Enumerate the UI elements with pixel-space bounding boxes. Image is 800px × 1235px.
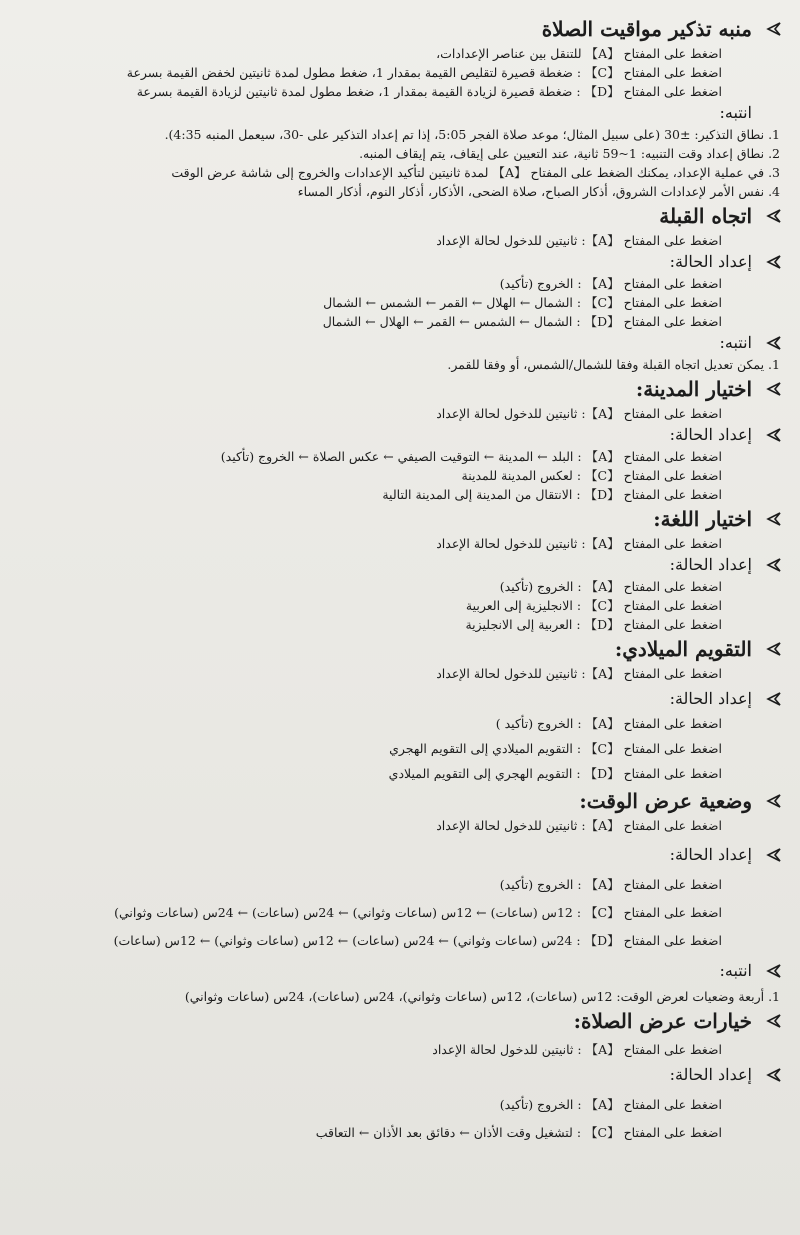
instruction-line: اضغط على المفتاح 【D】 : الانتقال من المدينة إلى المدينة التالية — [382, 487, 722, 502]
notice-heading: انتبه: — [719, 103, 752, 122]
instruction-line: اضغط على المفتاح 【C】 : 12س (ساعات) ← 12س (ساعات وثواني) ← 24س (ساعات) ← 24س (ساعات وثواني) — [114, 905, 722, 920]
note-line: 1. أربعة وضعيات لعرض الوقت: 12س (ساعات)، 12س (ساعات وثواني)، 24س (ساعات)، 24س (ساعات وثواني) — [184, 989, 780, 1004]
instruction-line: اضغط على المفتاح 【C】 : لتشغيل وقت الأذان ← دقائق بعد الأذان ← التعاقب — [315, 1125, 722, 1140]
instruction-line: اضغط على المفتاح 【D】 : 24س (ساعات وثواني) ← 24س (ساعات) ← 12س (ساعات وثواني) ← 12س (ساعات) — [113, 933, 722, 948]
note-line: 1. يمكن تعديل اتجاه القبلة وفقا للشمال/الشمس، أو وفقا للقمر. — [447, 357, 780, 372]
note-line: 4. نفس الأمر لإعدادات الشروق، أذكار الصباح، صلاة الضحى، الأذكار، أذكار النوم، أذكار المساء — [297, 184, 780, 199]
section-heading: وضعية عرض الوقت: — [24, 786, 786, 816]
instruction-line: اضغط على المفتاح 【A】 : البلد ← المدينة ← التوقيت الصيفي ← عكس الصلاة ← الخروج (تأكيد) — [220, 449, 722, 464]
arrowhead-bullet-icon — [766, 427, 782, 443]
section-heading: منبه تذكير مواقيت الصلاة — [24, 14, 786, 44]
enter-setup-line: اضغط على المفتاح 【A】: ثانيتين للدخول لحالة الإعداد — [436, 233, 722, 248]
instruction-line: اضغط على المفتاح 【A】 : الخروج (تأكيد ) — [495, 716, 722, 731]
note-line: 2. نطاق إعداد وقت التنبيه: 1~59 ثانية، عند التعيين على إيقاف، يتم إيقاف المنبه. — [359, 146, 780, 161]
instruction-line: اضغط على المفتاح 【A】 للتنقل بين عناصر الإعدادات، — [436, 46, 722, 61]
instruction-line: اضغط على المفتاح 【C】 : لعكس المدينة للمدينة — [461, 468, 722, 483]
instruction-line: اضغط على المفتاح 【A】 : الخروج (تأكيد) — [499, 877, 722, 892]
notice-heading: انتبه: — [24, 959, 786, 983]
arrowhead-bullet-icon — [766, 335, 782, 351]
arrowhead-bullet-icon — [766, 381, 782, 397]
enter-setup-line: اضغط على المفتاح 【A】: ثانيتين للدخول لحالة الإعداد — [436, 818, 722, 833]
enter-setup-line: اضغط على المفتاح 【A】 : ثانيتين للدخول لحالة الإعداد — [432, 1042, 722, 1057]
instruction-line: اضغط على المفتاح 【A】 : الخروج (تأكيد) — [499, 1097, 722, 1112]
arrowhead-bullet-icon — [766, 641, 782, 657]
arrowhead-bullet-icon — [766, 254, 782, 270]
instruction-line: اضغط على المفتاح 【D】 : التقويم الهجري إلى التقويم الميلادي — [388, 766, 722, 781]
setup-heading: إعداد الحالة: — [24, 250, 786, 274]
instruction-line: اضغط على المفتاح 【A】 : الخروج (تأكيد) — [499, 579, 722, 594]
arrowhead-bullet-icon — [766, 847, 782, 863]
instruction-line: اضغط على المفتاح 【C】 : الشمال ← الهلال ← القمر ← الشمس ← الشمال — [323, 295, 722, 310]
notice-heading: انتبه: — [24, 331, 786, 355]
setup-heading: إعداد الحالة: — [24, 553, 786, 577]
arrowhead-bullet-icon — [766, 1067, 782, 1083]
arrowhead-bullet-icon — [766, 1013, 782, 1029]
section-heading: اختيار اللغة: — [24, 504, 786, 534]
enter-setup-line: اضغط على المفتاح 【A】: ثانيتين للدخول لحالة الإعداد — [436, 666, 722, 681]
arrowhead-bullet-icon — [766, 511, 782, 527]
instruction-line: اضغط على المفتاح 【C】 : الانجليزية إلى العربية — [465, 598, 722, 613]
instruction-line: اضغط على المفتاح 【D】 : ضغطة قصيرة لزيادة القيمة بمقدار 1، ضغط مطول لمدة ثانيتين لزيادة القيمة بسرعة — [136, 84, 722, 99]
setup-heading: إعداد الحالة: — [24, 687, 786, 711]
instruction-line: اضغط على المفتاح 【A】 : الخروج (تأكيد) — [499, 276, 722, 291]
setup-heading: إعداد الحالة: — [24, 1063, 786, 1087]
section-heading: اختيار المدينة: — [24, 374, 786, 404]
note-line: 3. في عملية الإعداد، يمكنك الضغط على المفتاح 【A】 لمدة ثانيتين لتأكيد الإعدادات والخروج إلى شاشة عرض الوقت — [171, 165, 780, 180]
arrowhead-bullet-icon — [766, 691, 782, 707]
arrowhead-bullet-icon — [766, 208, 782, 224]
section-heading: خيارات عرض الصلاة: — [24, 1006, 786, 1036]
note-line: 1. نطاق التذكير: ±30 (على سبيل المثال؛ موعد صلاة الفجر 5:05، إذا تم إعداد التذكير على -30، سيعمل المنبه 4:35). — [164, 127, 780, 142]
instruction-line: اضغط على المفتاح 【D】 : العربية إلى الانجليزية — [465, 617, 722, 632]
arrowhead-bullet-icon — [766, 557, 782, 573]
section-heading: اتجاه القبلة — [24, 201, 786, 231]
arrowhead-bullet-icon — [766, 963, 782, 979]
instruction-line: اضغط على المفتاح 【D】 : الشمال ← الشمس ← القمر ← الهلال ← الشمال — [322, 314, 722, 329]
arrowhead-bullet-icon — [766, 21, 782, 37]
enter-setup-line: اضغط على المفتاح 【A】: ثانيتين للدخول لحالة الإعداد — [436, 406, 722, 421]
setup-heading: إعداد الحالة: — [24, 423, 786, 447]
setup-heading: إعداد الحالة: — [24, 843, 786, 867]
instruction-line: اضغط على المفتاح 【C】 : التقويم الميلادي إلى التقويم الهجري — [389, 741, 722, 756]
section-heading: التقويم الميلادي: — [24, 634, 786, 664]
arrowhead-bullet-icon — [766, 793, 782, 809]
enter-setup-line: اضغط على المفتاح 【A】: ثانيتين للدخول لحالة الإعداد — [436, 536, 722, 551]
instruction-line: اضغط على المفتاح 【C】 : ضغطة قصيرة لتقليص القيمة بمقدار 1، ضغط مطول لمدة ثانيتين لخفض القيمة بسرعة — [126, 65, 722, 80]
